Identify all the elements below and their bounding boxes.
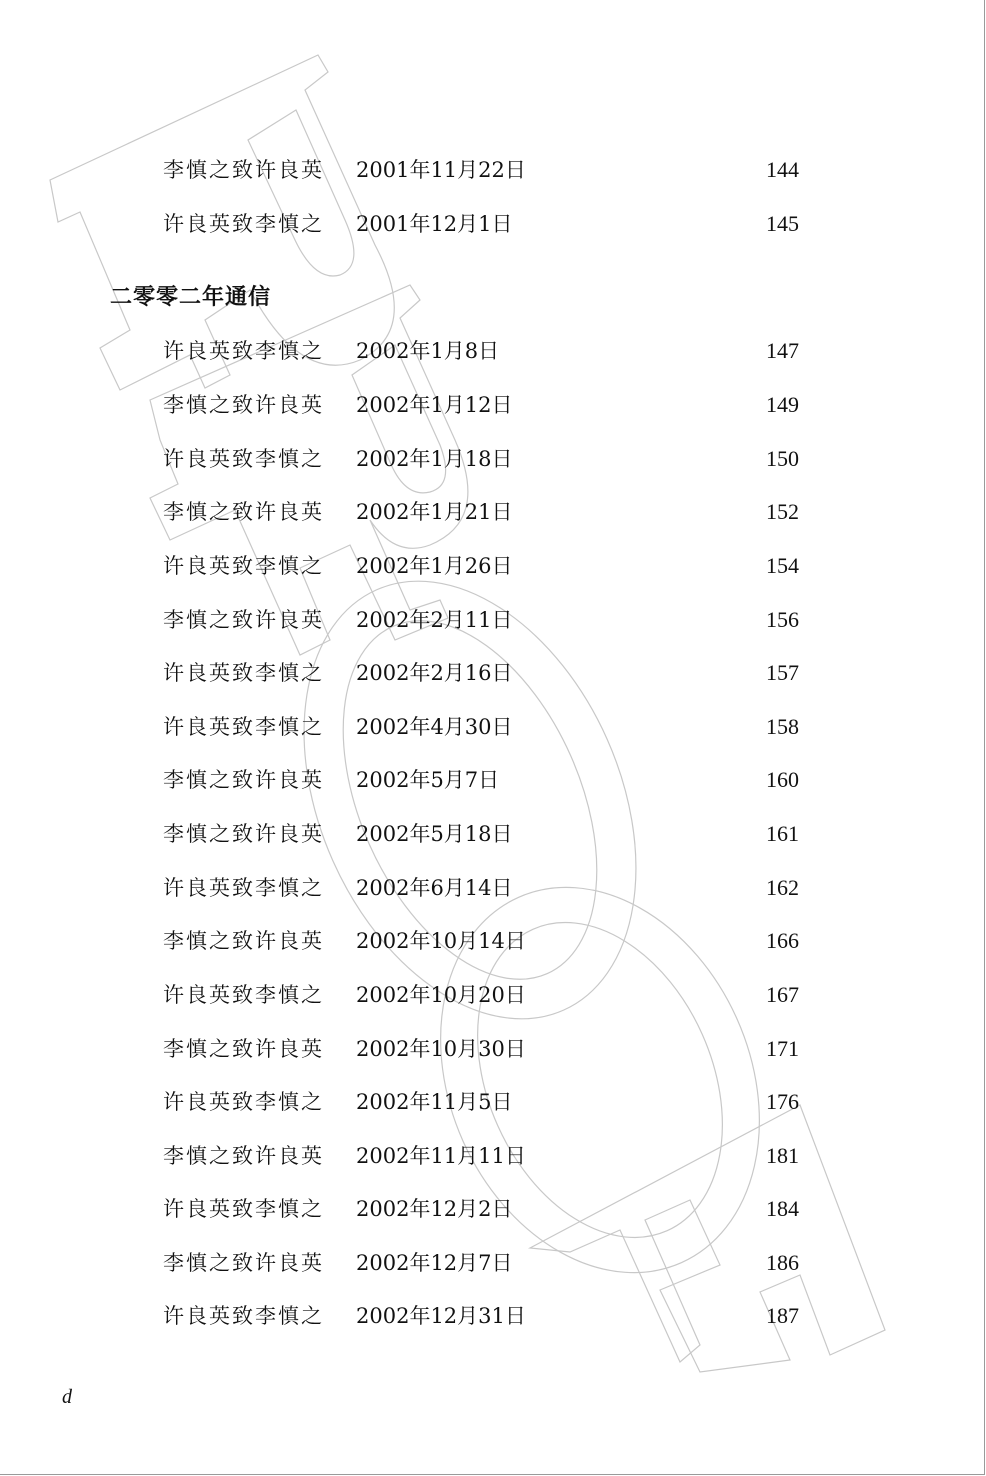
entry-page-number: 176	[766, 1089, 799, 1114]
entry-date: 2002年4月30日	[356, 715, 513, 739]
toc-entry	[0, 1136, 985, 1176]
footer-page-letter: d	[62, 1386, 72, 1408]
toc-entry	[0, 439, 985, 479]
entry-sender: 李慎之致许良英	[163, 822, 324, 846]
toc-entry	[0, 1243, 985, 1283]
entry-sender: 许良英致李慎之	[163, 661, 324, 685]
toc-entry	[0, 653, 985, 693]
toc-entry	[0, 331, 985, 371]
entry-page-number: 156	[766, 607, 799, 632]
entry-date: 2002年5月7日	[356, 768, 500, 792]
entry-date: 2002年1月26日	[356, 554, 513, 578]
entry-page-number: 154	[766, 553, 799, 578]
entry-sender: 李慎之致许良英	[163, 393, 324, 417]
toc-entry	[0, 1296, 985, 1336]
toc-entry	[0, 1029, 985, 1069]
toc-entry	[0, 814, 985, 854]
entry-page-number: 181	[766, 1143, 799, 1168]
entry-page-number: 152	[766, 499, 799, 524]
entry-sender: 李慎之致许良英	[163, 608, 324, 632]
entry-sender: 许良英致李慎之	[163, 876, 324, 900]
entry-sender: 许良英致李慎之	[163, 1197, 324, 1221]
entry-date: 2002年12月31日	[356, 1304, 526, 1328]
entry-page-number: 171	[766, 1036, 799, 1061]
entry-date: 2002年2月16日	[356, 661, 513, 685]
entry-page-number: 145	[766, 211, 799, 236]
toc-entry	[0, 204, 985, 244]
toc-entry	[0, 707, 985, 747]
entry-page-number: 149	[766, 392, 799, 417]
entry-page-number: 161	[766, 821, 799, 846]
entry-page-number: 166	[766, 928, 799, 953]
toc-entry	[0, 600, 985, 640]
entry-page-number: 144	[766, 157, 799, 182]
entry-sender: 李慎之致许良英	[163, 929, 324, 953]
entry-date: 2002年11月11日	[356, 1144, 526, 1168]
entry-sender: 许良英致李慎之	[163, 1304, 324, 1328]
entry-date: 2002年5月18日	[356, 822, 513, 846]
entry-page-number: 150	[766, 446, 799, 471]
toc-entry	[0, 760, 985, 800]
entry-page-number: 157	[766, 660, 799, 685]
toc-entry	[0, 921, 985, 961]
entry-date: 2002年10月30日	[356, 1037, 526, 1061]
entry-date: 2002年1月12日	[356, 393, 513, 417]
entry-sender: 李慎之致许良英	[163, 1251, 324, 1275]
section-heading: 二零零二年通信	[110, 284, 272, 310]
toc-entry	[0, 150, 985, 190]
entry-sender: 许良英致李慎之	[163, 447, 324, 471]
toc-entry	[0, 1082, 985, 1122]
entry-date: 2002年11月5日	[356, 1090, 513, 1114]
entry-date: 2002年12月7日	[356, 1251, 513, 1275]
toc-entry	[0, 492, 985, 532]
entry-sender: 许良英致李慎之	[163, 983, 324, 1007]
entry-sender: 李慎之致许良英	[163, 1037, 324, 1061]
entry-sender: 许良英致李慎之	[163, 715, 324, 739]
entry-page-number: 158	[766, 714, 799, 739]
entry-page-number: 162	[766, 875, 799, 900]
entry-page-number: 184	[766, 1196, 799, 1221]
entry-date: 2001年11月22日	[356, 158, 526, 182]
entry-date: 2001年12月1日	[356, 212, 513, 236]
entry-page-number: 187	[766, 1303, 799, 1328]
toc-entry	[0, 868, 985, 908]
entry-date: 2002年10月14日	[356, 929, 526, 953]
entry-sender: 许良英致李慎之	[163, 339, 324, 363]
toc-entry	[0, 546, 985, 586]
entry-sender: 李慎之致许良英	[163, 1144, 324, 1168]
entry-date: 2002年1月8日	[356, 339, 500, 363]
entry-sender: 李慎之致许良英	[163, 158, 324, 182]
toc-entry	[0, 1189, 985, 1229]
entry-sender: 许良英致李慎之	[163, 212, 324, 236]
entry-date: 2002年12月2日	[356, 1197, 513, 1221]
entry-date: 2002年10月20日	[356, 983, 526, 1007]
toc-entry	[0, 975, 985, 1015]
entry-sender: 李慎之致许良英	[163, 500, 324, 524]
entry-page-number: 147	[766, 338, 799, 363]
entry-date: 2002年2月11日	[356, 608, 513, 632]
entry-sender: 许良英致李慎之	[163, 554, 324, 578]
entry-page-number: 167	[766, 982, 799, 1007]
entry-date: 2002年1月18日	[356, 447, 513, 471]
entry-page-number: 186	[766, 1250, 799, 1275]
entry-date: 2002年6月14日	[356, 876, 513, 900]
entry-sender: 许良英致李慎之	[163, 1090, 324, 1114]
toc-entry	[0, 385, 985, 425]
entry-page-number: 160	[766, 767, 799, 792]
entry-date: 2002年1月21日	[356, 500, 513, 524]
entry-sender: 李慎之致许良英	[163, 768, 324, 792]
